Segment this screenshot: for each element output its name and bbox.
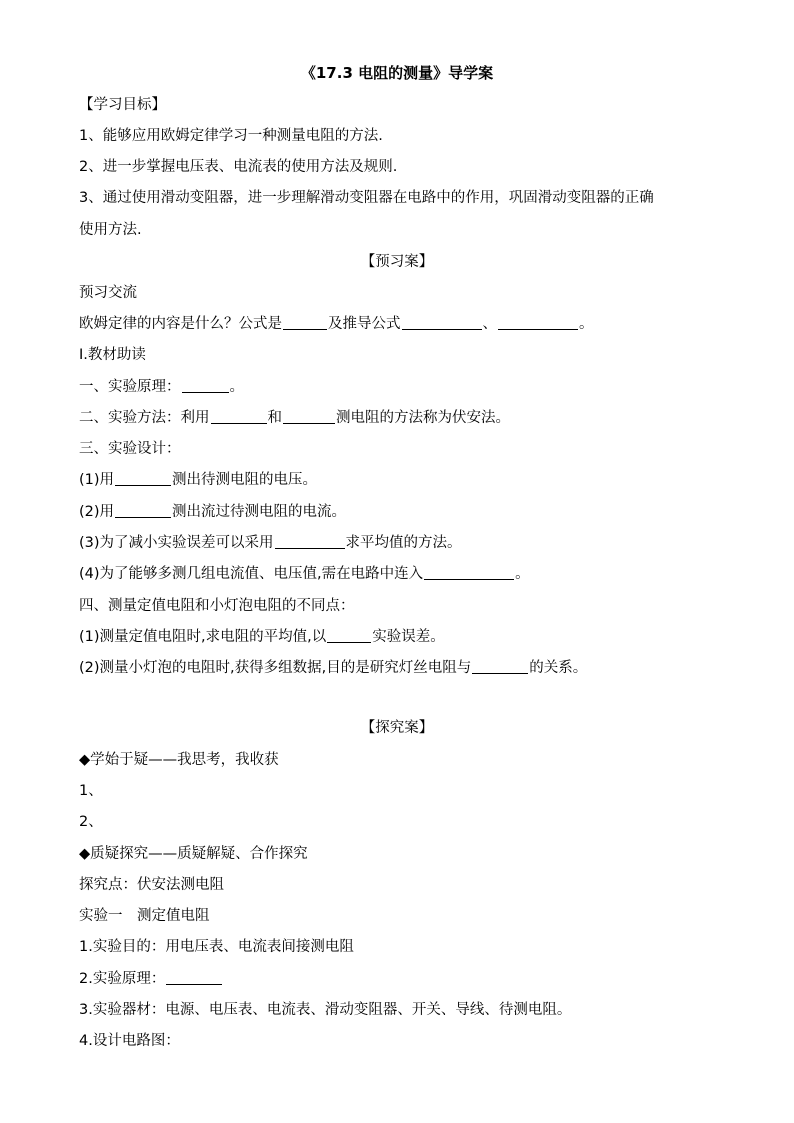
design-3: (3)为了减小实验误差可以采用 求平均值的方法。 [79,535,462,551]
preview-exchange: 预习交流 [79,285,137,301]
blank-design-3[interactable] [275,533,345,549]
objectives-heading: 【学习目标】 [79,97,166,113]
blank-derived-2[interactable] [498,314,578,330]
explore-point: 探究点：伏安法测电阻 [79,877,224,893]
page-title: 《17.3 电阻的测量》导学案 [300,64,494,82]
explore-number-2: 2、 [79,814,103,830]
blank-formula[interactable] [283,314,327,330]
objective-3: 3、通过使用滑动变阻器，进一步理解滑动变阻器在电路中的作用，巩固滑动变阻器的正确 [79,190,654,206]
diff-2: (2)测量小灯泡的电阻时,获得多组数据,目的是研究灯丝电阻与 的关系。 [79,660,588,676]
explore-inquiry: ◆质疑探究——质疑解疑、合作探究 [79,846,308,862]
exp-step-3: 3.实验器材：电源、电压表、电流表、滑动变阻器、开关、导线、待测电阻。 [79,1002,572,1018]
explore-heading: 【探究案】 [360,720,434,736]
diff-heading: 四、测量定值电阻和小灯泡电阻的不同点： [79,598,355,614]
objective-1: 1、能够应用欧姆定律学习一种测量电阻的方法. [79,128,383,144]
blank-diff-1[interactable] [327,627,371,643]
preview-heading: 【预习案】 [360,254,434,270]
blank-principle[interactable] [182,377,229,393]
experiment-1-title: 实验一 测定值电阻 [79,908,210,924]
exp-step-1: 1.实验目的：用电压表、电流表间接测电阻 [79,939,354,955]
blank-design-1[interactable] [115,470,171,486]
ohm-question: 欧姆定律的内容是什么？公式是 及推导公式 、 。 [79,316,594,332]
blank-exp-principle[interactable] [166,969,222,985]
objective-3-cont: 使用方法. [79,222,142,238]
blank-derived-1[interactable] [402,314,482,330]
objective-2: 2、进一步掌握电压表、电流表的使用方法及规则. [79,159,398,175]
diff-1: (1)测量定值电阻时,求电阻的平均值,以 实验误差。 [79,629,445,645]
design-4: (4)为了能够多测几组电流值、电压值,需在电路中连入 。 [79,566,530,582]
design-1: (1)用 测出待测电阻的电压。 [79,472,318,488]
explore-think: ◆学始于疑——我思考，我收获 [79,752,279,768]
explore-number-1: 1、 [79,783,103,799]
textbook-heading: I.教材助读 [79,347,146,363]
method-line: 二、实验方法：利用 和 测电阻的方法称为伏安法。 [79,410,510,426]
blank-design-4[interactable] [424,564,514,580]
blank-diff-2[interactable] [472,658,528,674]
principle-line: 一、实验原理： 。 [79,379,244,395]
blank-method-2[interactable] [283,408,335,424]
exp-step-4: 4.设计电路图： [79,1033,180,1049]
blank-design-2[interactable] [115,502,171,518]
exp-step-2: 2.实验原理： [79,969,734,989]
blank-method-1[interactable] [211,408,267,424]
design-heading: 三、实验设计： [79,441,181,457]
design-2: (2)用 测出流过待测电阻的电流。 [79,504,347,520]
